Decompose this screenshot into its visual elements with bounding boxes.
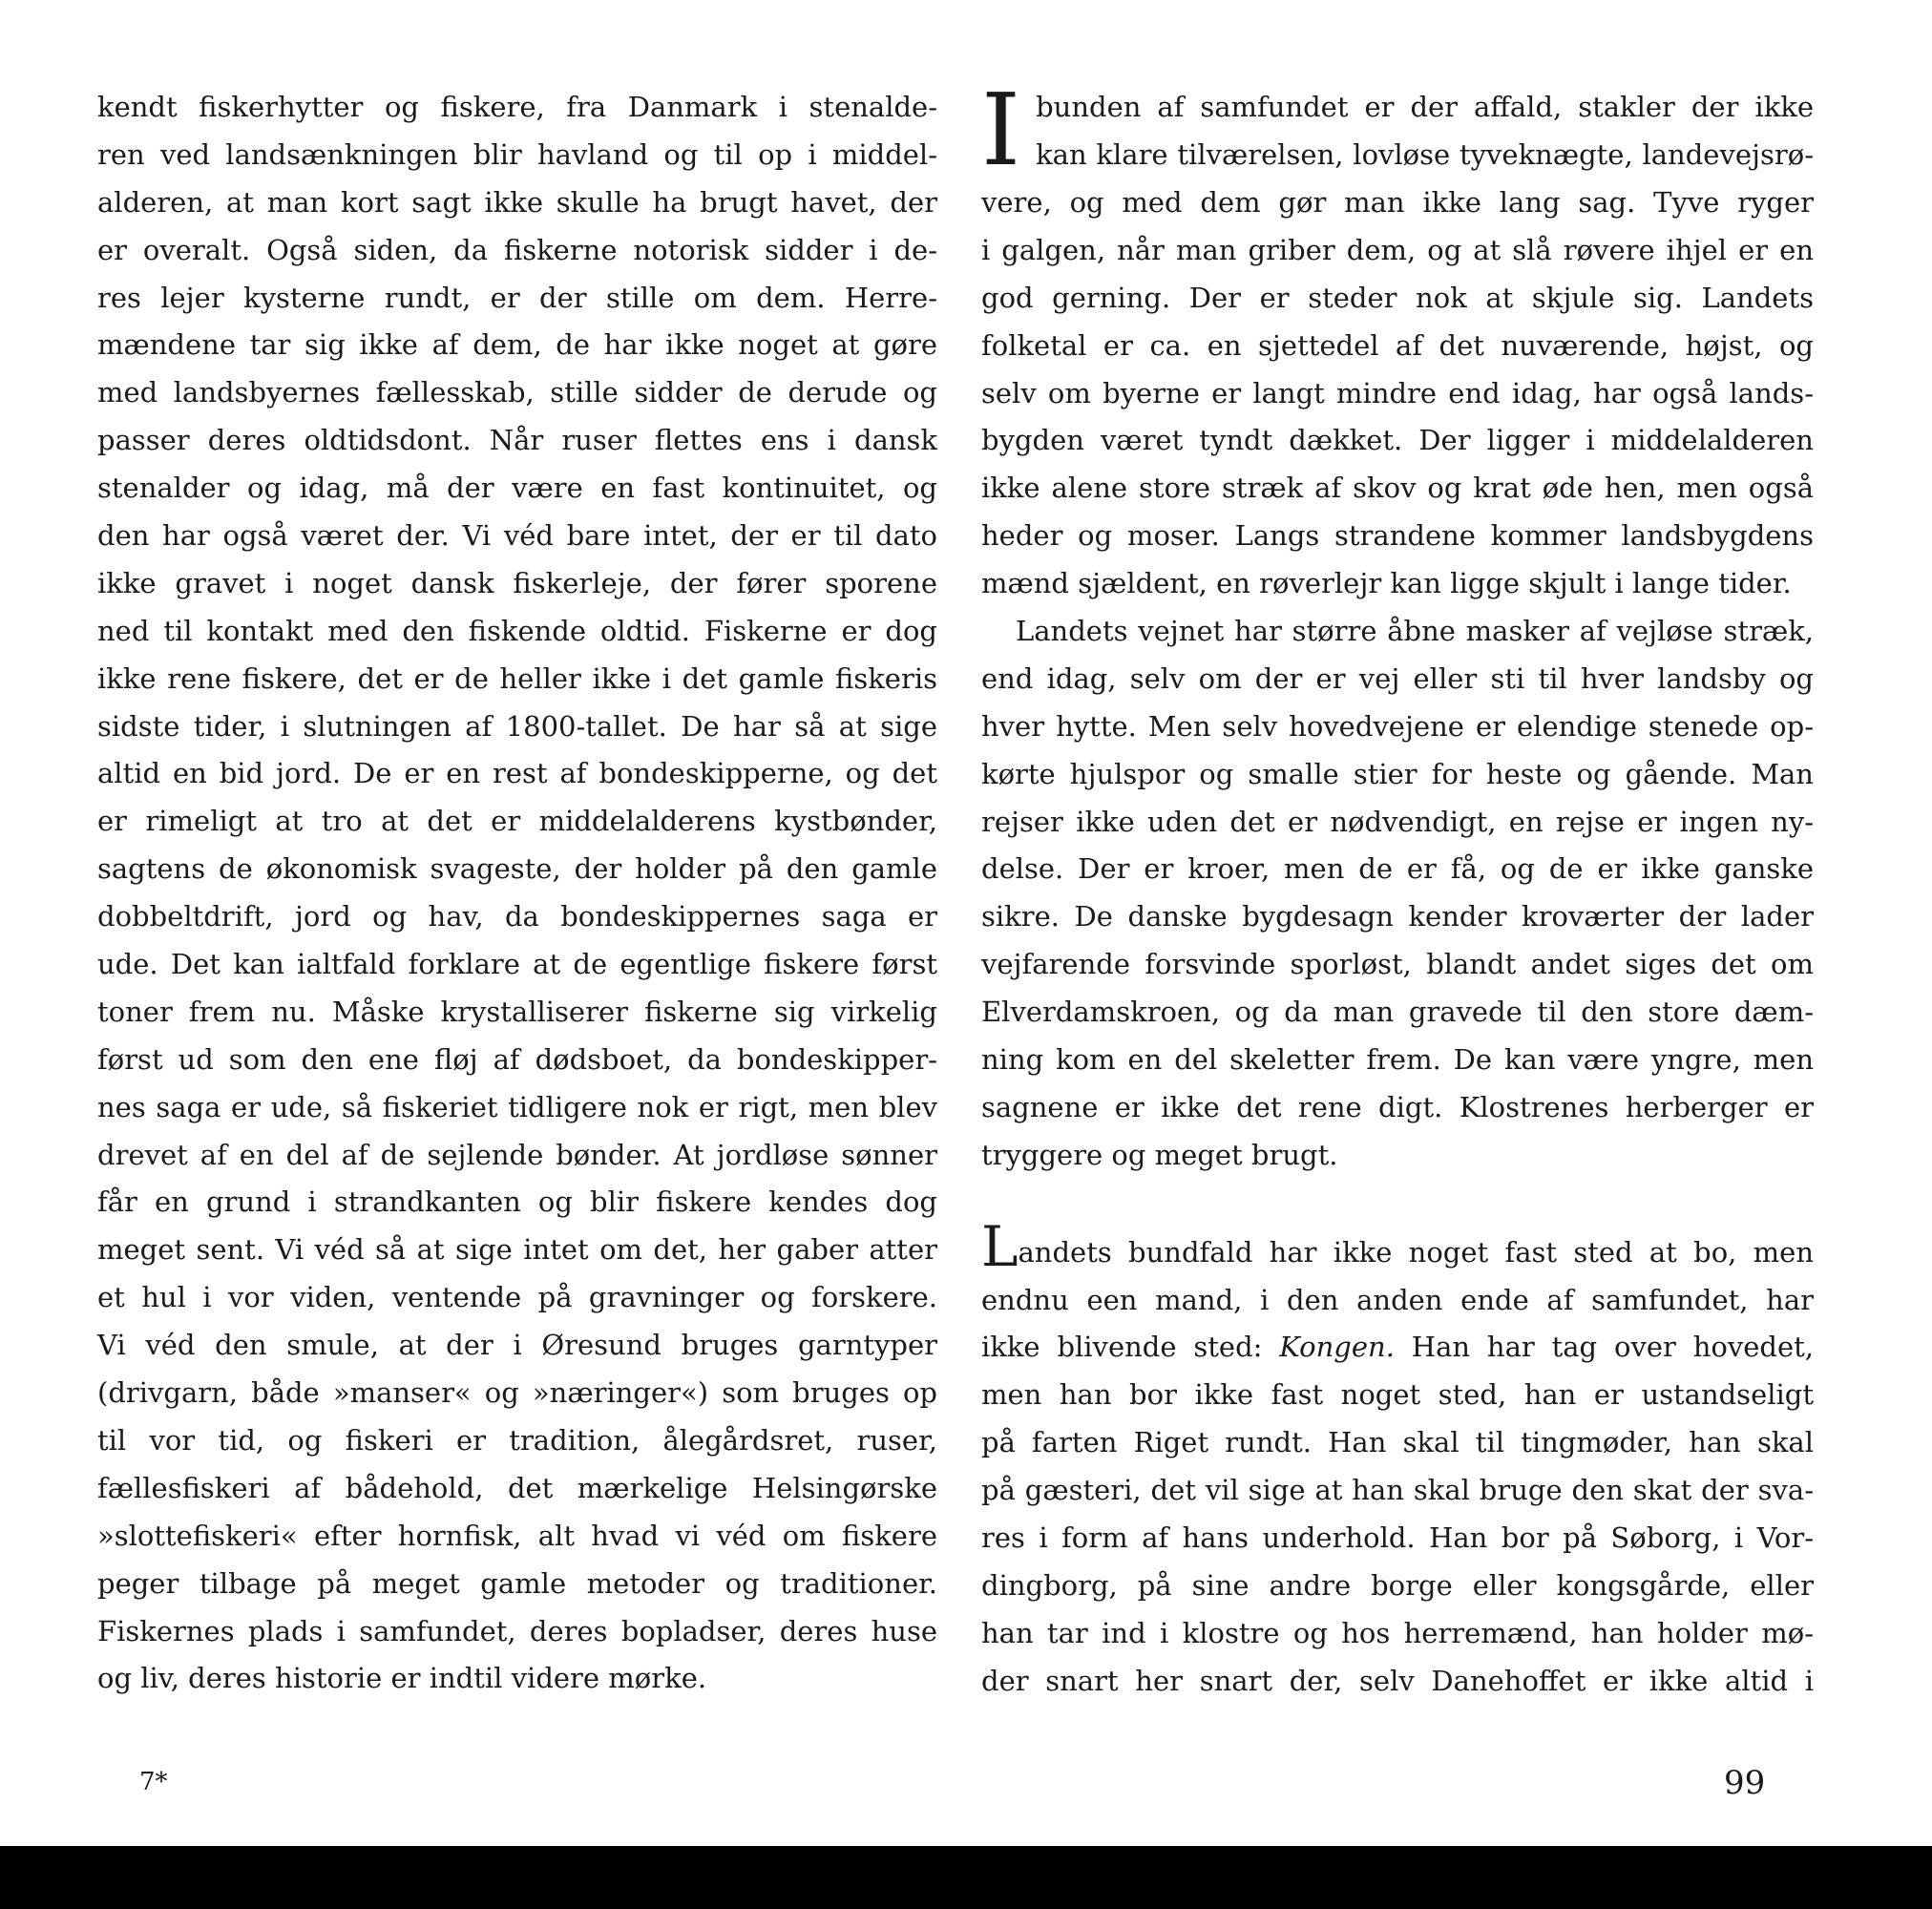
text-line: altid en bid jord. De er en rest af bondeskipperne, og det (97, 757, 937, 790)
text-fragment: andets bundfald har ikke noget fast sted at bo, men (1018, 1235, 1814, 1269)
text-line: dingborg, på sine andre borge eller kongsgårde, eller (981, 1568, 1814, 1602)
right-column (981, 84, 1814, 1706)
text-line: er overalt. Også siden, da fiskerne notorisk sidder i de- (97, 233, 937, 266)
text-line: endnu een mand, i den anden ende af samfundet, har (981, 1283, 1814, 1316)
text-line: alderen, at man kort sagt ikke skulle ha brugt havet, der (97, 185, 937, 219)
text-line: sidste tider, i slutningen af 1800-tallet. De har så at sige (97, 709, 937, 743)
text-line: delse. Der er kroer, men de er få, og de er ikke ganske (981, 852, 1814, 886)
text-line: mænd sjældent, en røverlejr kan ligge skjult i lange tider. (981, 567, 1792, 600)
text-line: i galgen, når man griber dem, og at slå røvere ihjel er en (981, 233, 1814, 266)
text-line: toner frem nu. Måske krystalliserer fiskerne sig virkelig (97, 995, 937, 1028)
text-line: »slottefiskeri« efter hornfisk, alt hvad vi véd om fiskere (97, 1519, 937, 1552)
text-line: Fiskernes plads i samfundet, deres bopladser, deres huse (97, 1614, 937, 1647)
text-line: drevet af en del af de sejlende bønder. At jordløse sønner (97, 1138, 937, 1171)
text-line: han tar ind i klostre og hos herremænd, han holder mø- (981, 1616, 1814, 1649)
text-line: kørte hjulspor og smalle stier for heste og gående. Man (981, 757, 1814, 790)
text-line: kan klare tilværelsen, lovløse tyveknægte, landevejsrø- (1036, 137, 1814, 171)
text-line: peger tilbage på meget gamle metoder og traditioner. (97, 1566, 937, 1600)
text-line: rejser ikke uden det er nødvendigt, en rejse er ingen ny- (981, 805, 1814, 838)
text-line (981, 1324, 1814, 1372)
text-line: kendt fiskerhytter og fiskere, fra Danmark i stenalde- (97, 91, 937, 123)
text-line: dobbeltdrift, jord og hav, da bondeskippernes saga er (97, 900, 937, 934)
text-line: Elverdamskroen, og da man gravede til den store dæm- (981, 996, 1814, 1029)
text-line: Vi véd den smule, at der i Øresund bruges garntyper (97, 1329, 937, 1362)
drop-cap-l: L (981, 1213, 1018, 1279)
text-line: først ud som den ene fløj af dødsboet, da bondeskipper- (97, 1042, 937, 1076)
text-line: der snart her snart der, selv Danehoffet er ikke altid i (981, 1664, 1814, 1697)
paragraph-beggars (981, 84, 1814, 179)
text-line: selv om byerne er langt mindre end idag, har også lands- (981, 376, 1814, 409)
text-line: heder og moser. Langs strandene kommer landsbygdens (981, 519, 1814, 553)
text-line: res i form af hans underhold. Han bor på Søborg, i Vor- (981, 1521, 1814, 1555)
text-line: på gæsteri, det vil sige at han skal bruge den skat der sva- (981, 1474, 1814, 1507)
text-line: ikke gravet i noget dansk fiskerleje, der fører sporene (97, 566, 937, 599)
signature-mark: 7* (139, 1768, 168, 1796)
paragraph-beggars-continued (981, 179, 1814, 608)
text-fragment: Han har tag over hovedet, (1394, 1331, 1814, 1364)
text-line: ude. Det kan ialtfald forklare at de egentlige fiskere først (97, 948, 937, 981)
text-line: Landets vejnet har større åbne masker af vejløse stræk, (1016, 615, 1814, 648)
text-line: på farten Riget rundt. Han skal til tingmøder, han skal (981, 1426, 1814, 1459)
text-line: vere, og med dem gør man ikke lang sag. Tyve ryger (981, 186, 1814, 219)
text-fragment: ikke blivende sted: (981, 1331, 1280, 1364)
text-line: vejfarende forsvinde sporløst, blandt andet siges det om (981, 948, 1814, 981)
text-line: stenalder og idag, må der være en fast kontinuitet, og (97, 472, 937, 505)
scan-border-bar (0, 1846, 1932, 1909)
text-line: folketal er ca. en sjettedel af det nuværende, højst, og (981, 328, 1814, 362)
text-line: tryggere og meget brugt. (981, 1138, 1338, 1171)
text-line: ikke rene fiskere, det er de heller ikke i det gamle fiskeris (97, 661, 937, 695)
page-number: 99 (1724, 1764, 1766, 1802)
text-line: ren ved landsænkningen blir havland og til op i middel- (97, 137, 937, 171)
text-line: god gerning. Der er steder nok at skjule sig. Landets (981, 281, 1814, 314)
text-line: passer deres oldtidsdont. Når ruser flettes ens i dansk (97, 424, 937, 457)
text-line: men han bor ikke fast noget sted, han er ustandseligt (981, 1378, 1814, 1412)
drop-cap-i: I (981, 84, 1021, 179)
paragraph-king (981, 1213, 1814, 1706)
text-line: og liv, deres historie er indtil videre mørke. (97, 1662, 707, 1695)
text-line: meget sent. Vi véd så at sige intet om det, her gaber atter (97, 1233, 937, 1267)
text-line: ning kom en del skeletter frem. De kan være yngre, men (981, 1043, 1814, 1077)
text-line: nes saga er ude, så fiskeriet tidligere nok er rigt, men blev (97, 1090, 937, 1123)
text-line: bygden været tyndt dækket. Der ligger i middelalderen (981, 424, 1814, 457)
text-line: (drivgarn, både »manser« og »næringer«) som bruges op (97, 1376, 937, 1410)
text-line: mændene tar sig ikke af dem, de har ikke noget at gøre (97, 328, 937, 362)
text-line: fællesfiskeri af bådehold, det mærkelige Helsingørske (97, 1471, 937, 1504)
text-line: med landsbyernes fællesskab, stille sidder de derude og (97, 376, 937, 409)
text-line: får en grund i strandkanten og blir fiskere kendes dog (97, 1185, 937, 1219)
text-line: er rimeligt at tro at det er middelalderens kystbønder, (97, 805, 937, 838)
text-line: den har også været der. Vi véd bare intet, der er til dato (97, 519, 937, 553)
text-line: hver hytte. Men selv hovedvejene er elendige stenede op- (981, 709, 1814, 743)
text-line: ned til kontakt med den fiskende oldtid. Fiskerne er dog (97, 614, 937, 647)
text-line (981, 1213, 1814, 1279)
text-line: ikke alene store stræk af skov og krat øde hen, men også (981, 472, 1814, 505)
text-line: res lejer kysterne rundt, er der stille om dem. Herre- (97, 281, 937, 314)
text-line: sagnene er ikke det rene digt. Klostrenes herberger er (981, 1090, 1814, 1123)
text-line: end idag, selv om der er vej eller sti til hver landsby og (981, 661, 1814, 695)
italic-word-kongen: Kongen. (1279, 1331, 1395, 1364)
text-line: et hul i vor viden, ventende på gravninger og forskere. (97, 1281, 937, 1314)
text-line: sikre. De danske bygdesagn kender kroværter der lader (981, 900, 1814, 934)
text-line: sagtens de økonomisk svageste, der holder på den gamle (97, 852, 937, 886)
text-line: til vor tid, og fiskeri er tradition, ålegårdsret, ruser, (97, 1423, 937, 1457)
text-line: bunden af samfundet er der affald, stakler der ikke (1036, 91, 1814, 123)
section-break (981, 1180, 1814, 1229)
left-column (97, 84, 937, 1703)
paragraph-roads (981, 608, 1814, 1180)
